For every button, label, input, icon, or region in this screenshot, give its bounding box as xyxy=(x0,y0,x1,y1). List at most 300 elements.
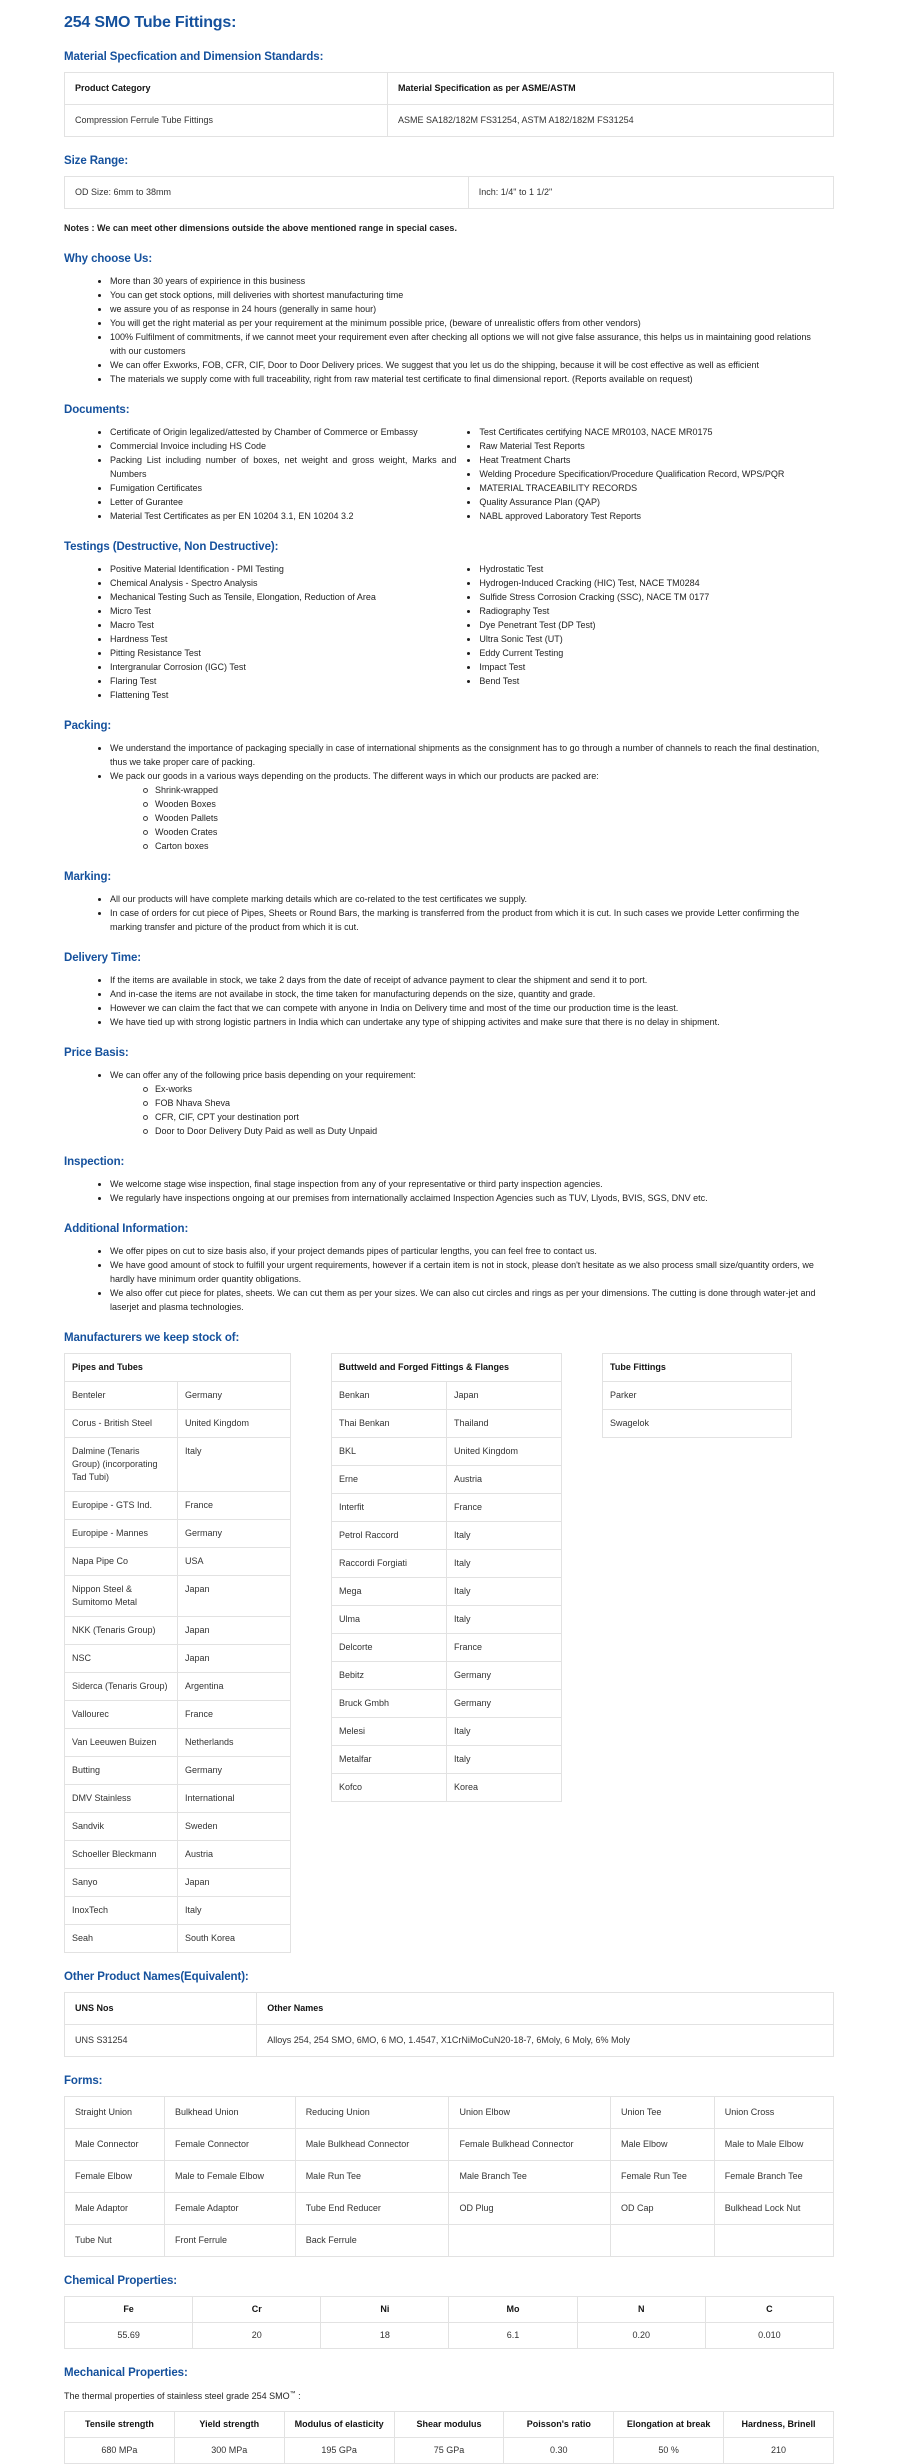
table-row xyxy=(65,2323,834,2349)
sub-bullet-item: CFR, CIF, CPT your destination port xyxy=(142,1110,834,1124)
material-spec-table xyxy=(64,72,834,137)
bullet-item: Flattening Test xyxy=(97,688,464,702)
manufacturer-country: Italy xyxy=(447,1578,562,1606)
bullet-item: Ultra Sonic Test (UT) xyxy=(466,632,834,646)
element-header: Fe xyxy=(65,2297,193,2323)
element-value: 0.20 xyxy=(577,2323,705,2349)
manufacturer-name: NKK (Tenaris Group) xyxy=(65,1617,178,1645)
mechanical-properties-heading: Mechanical Properties: xyxy=(64,2367,188,2379)
table-row xyxy=(332,1690,562,1718)
bullet-item: Micro Test xyxy=(97,604,464,618)
price-basis-list xyxy=(64,1068,834,1082)
table-row xyxy=(332,1382,562,1410)
bullet-item: We have good amount of stock to fulfill your urgent requirements, however if a certain item is not in stock, please don't hesitate as we also process small size/quantity orders, we hardly have minimum order quantity obligations. xyxy=(97,1258,834,1286)
manufacturer-name: DMV Stainless xyxy=(65,1785,178,1813)
mechanical-properties-intro: The thermal properties of stainless steel grade 254 SMO™ : xyxy=(64,2391,301,2401)
table-row xyxy=(332,1634,562,1662)
manufacturer-country: International xyxy=(178,1785,291,1813)
manufacturer-name: Interfit xyxy=(332,1494,447,1522)
bullet-item: Radiography Test xyxy=(466,604,834,618)
table-row xyxy=(65,1841,291,1869)
element-value: 0.010 xyxy=(705,2323,833,2349)
table-row xyxy=(65,1382,291,1410)
manufacturer-country: Japan xyxy=(178,1576,291,1617)
bullet-item: 100% Fulfilment of commitments, if we cannot meet your requirement even after checking all options we will not give false assurance, this helps us in maintaining good relations with our customers xyxy=(97,330,834,358)
inspection-list xyxy=(64,1177,834,1205)
manufacturer-name: BKL xyxy=(332,1438,447,1466)
bullet-item: You can get stock options, mill deliveries with shortest manufacturing time xyxy=(97,288,834,302)
manufacturer-country: Italy xyxy=(447,1550,562,1578)
form-cell: Male Connector xyxy=(65,2129,165,2161)
chemical-properties-table xyxy=(64,2296,834,2349)
manufacturer-name: Vallourec xyxy=(65,1701,178,1729)
table-row xyxy=(332,1746,562,1774)
size-range-table xyxy=(64,176,834,209)
table-row xyxy=(65,1757,291,1785)
manufacturer-country: United Kingdom xyxy=(447,1438,562,1466)
packing-heading: Packing: xyxy=(64,720,112,732)
testings-list-right xyxy=(464,562,834,688)
testings-heading: Testings (Destructive, Non Destructive): xyxy=(64,541,279,553)
tube-fittings-table xyxy=(602,1353,792,1438)
table-row xyxy=(65,2129,834,2161)
manufacturer-name: Bebitz xyxy=(332,1662,447,1690)
property-header: Elongation at break xyxy=(614,2412,724,2438)
table-row xyxy=(65,1869,291,1897)
form-cell: Union Elbow xyxy=(449,2097,610,2129)
form-cell xyxy=(714,2225,833,2257)
bullet-item: Letter of Gurantee xyxy=(97,495,464,509)
bullet-item: The materials we supply come with full traceability, right from raw material test certificate to final dimensional report. (Reports available on request) xyxy=(97,372,834,386)
property-header: Modulus of elasticity xyxy=(284,2412,394,2438)
manufacturer-name: Seah xyxy=(65,1925,178,1953)
table-row xyxy=(65,1813,291,1841)
manufacturer-country: Germany xyxy=(447,1690,562,1718)
form-cell: Male to Female Elbow xyxy=(164,2161,295,2193)
bullet-item: Hydrostatic Test xyxy=(466,562,834,576)
column-header: UNS Nos xyxy=(65,1993,257,2025)
sub-bullet-item: Wooden Pallets xyxy=(142,811,834,825)
testings-list-left xyxy=(64,562,464,702)
manufacturer-name: Thai Benkan xyxy=(332,1410,447,1438)
marking-list xyxy=(64,892,834,934)
manufacturer-name: Sanyo xyxy=(65,1869,178,1897)
element-value: 6.1 xyxy=(449,2323,577,2349)
page-title: 254 SMO Tube Fittings: xyxy=(64,14,237,31)
table-title: Pipes and Tubes xyxy=(65,1354,291,1382)
table-row xyxy=(65,1492,291,1520)
section-price-basis xyxy=(64,1046,834,1138)
manufacturer-name: Swagelok xyxy=(603,1410,792,1438)
additional-info-heading: Additional Information: xyxy=(64,1223,189,1235)
form-cell: Union Cross xyxy=(714,2097,833,2129)
sub-bullet-item: Wooden Boxes xyxy=(142,797,834,811)
table-row xyxy=(65,2438,834,2464)
manufacturer-name: Corus - British Steel xyxy=(65,1410,178,1438)
table-row xyxy=(65,177,834,209)
bullet-item: Eddy Current Testing xyxy=(466,646,834,660)
column-header: Material Specification as per ASME/ASTM xyxy=(387,73,833,105)
manufacturer-name: Van Leeuwen Buizen xyxy=(65,1729,178,1757)
bullet-item: Test Certificates certifying NACE MR0103, NACE MR0175 xyxy=(466,425,834,439)
property-value: 0.30 xyxy=(504,2438,614,2464)
table-row xyxy=(603,1382,792,1410)
bullet-item: We can offer Exworks, FOB, CFR, CIF, Door to Door Delivery prices. We suggest that you let us do the shipping, because it will be cost effective as well as efficient xyxy=(97,358,834,372)
form-cell: Male to Male Elbow xyxy=(714,2129,833,2161)
property-value: 75 GPa xyxy=(394,2438,504,2464)
manufacturer-name: Ulma xyxy=(332,1606,447,1634)
sub-bullet-item: Wooden Crates xyxy=(142,825,834,839)
manufacturer-country: Italy xyxy=(447,1746,562,1774)
manufacturer-name: Raccordi Forgiati xyxy=(332,1550,447,1578)
packing-sublist xyxy=(64,783,834,853)
table-row xyxy=(332,1410,562,1438)
documents-heading: Documents: xyxy=(64,404,130,416)
size-range-note: Notes : We can meet other dimensions outside the above mentioned range in special cases. xyxy=(64,223,457,233)
table-row xyxy=(332,1662,562,1690)
property-header: Yield strength xyxy=(174,2412,284,2438)
manufacturer-country: Japan xyxy=(447,1382,562,1410)
manufacturer-name: Europipe - GTS Ind. xyxy=(65,1492,178,1520)
marking-heading: Marking: xyxy=(64,871,112,883)
column-header: Product Category xyxy=(65,73,388,105)
table-row xyxy=(65,1438,291,1492)
table-row xyxy=(332,1438,562,1466)
bullet-item: Intergranular Corrosion (IGC) Test xyxy=(97,660,464,674)
bullet-item: Hardness Test xyxy=(97,632,464,646)
table-row xyxy=(603,1410,792,1438)
bullet-item: We offer pipes on cut to size basis also, if your project demands pipes of particular lengths, you can feel free to contact us. xyxy=(97,1244,834,1258)
table-row xyxy=(332,1494,562,1522)
delivery-time-heading: Delivery Time: xyxy=(64,952,142,964)
why-choose-us-list xyxy=(64,274,834,386)
bullet-item: Welding Procedure Specification/Procedure Qualification Record, WPS/PQR xyxy=(466,467,834,481)
property-header: Poisson's ratio xyxy=(504,2412,614,2438)
manufacturer-country: Sweden xyxy=(178,1813,291,1841)
bullet-item: Mechanical Testing Such as Tensile, Elongation, Reduction of Area xyxy=(97,590,464,604)
section-forms xyxy=(64,2074,834,2257)
bullet-item: We regularly have inspections ongoing at our premises from internationally acclaimed Inspection Agencies such as TUV, Llyods, BVIS, SGS, DNV etc. xyxy=(97,1191,834,1205)
bullet-item: We can offer any of the following price basis depending on your requirement: xyxy=(97,1068,834,1082)
bullet-item: We understand the importance of packaging specially in case of international shipments as the consignment has to go through a number of channels to reach the final destination, thus we take proper care of packing. xyxy=(97,741,834,769)
form-cell: Bulkhead Union xyxy=(164,2097,295,2129)
property-value: 50 % xyxy=(614,2438,724,2464)
bullet-item: NABL approved Laboratory Test Reports xyxy=(466,509,834,523)
property-value: 680 MPa xyxy=(65,2438,175,2464)
table-row xyxy=(65,1617,291,1645)
manufacturer-country: Argentina xyxy=(178,1673,291,1701)
bullet-item: Macro Test xyxy=(97,618,464,632)
section-why-choose-us xyxy=(64,252,834,386)
manufacturer-name: Benteler xyxy=(65,1382,178,1410)
bullet-item: You will get the right material as per your requirement at the minimum possible price, (beware of unrealistic offers from other vendors) xyxy=(97,316,834,330)
manufacturer-country: Netherlands xyxy=(178,1729,291,1757)
form-cell: Bulkhead Lock Nut xyxy=(714,2193,833,2225)
property-header: Tensile strength xyxy=(65,2412,175,2438)
manufacturer-name: NSC xyxy=(65,1645,178,1673)
manufacturer-name: Napa Pipe Co xyxy=(65,1548,178,1576)
element-value: 55.69 xyxy=(65,2323,193,2349)
bullet-item: Raw Material Test Reports xyxy=(466,439,834,453)
section-chemical-properties xyxy=(64,2274,834,2349)
bullet-item: Quality Assurance Plan (QAP) xyxy=(466,495,834,509)
bullet-item: Commercial Invoice including HS Code xyxy=(97,439,464,453)
manufacturer-name: Dalmine (Tenaris Group) (incorporating Tad Tubi) xyxy=(65,1438,178,1492)
documents-list-left xyxy=(64,425,464,523)
table-row xyxy=(65,1548,291,1576)
manufacturer-country: Germany xyxy=(178,1382,291,1410)
section-delivery-time xyxy=(64,951,834,1029)
element-header: N xyxy=(577,2297,705,2323)
element-value: 18 xyxy=(321,2323,449,2349)
manufacturer-country: Germany xyxy=(447,1662,562,1690)
form-cell: OD Cap xyxy=(610,2193,714,2225)
table-title: Tube Fittings xyxy=(603,1354,792,1382)
table-header-row xyxy=(65,2297,834,2323)
form-cell: Front Ferrule xyxy=(164,2225,295,2257)
packing-list xyxy=(64,741,834,783)
manufacturer-country: France xyxy=(178,1701,291,1729)
form-cell: Female Bulkhead Connector xyxy=(449,2129,610,2161)
bullet-item: we assure you of as response in 24 hours (generally in same hour) xyxy=(97,302,834,316)
section-inspection xyxy=(64,1155,834,1205)
manufacturer-name: Erne xyxy=(332,1466,447,1494)
inch-size-cell: Inch: 1/4" to 1 1/2" xyxy=(468,177,833,209)
section-mechanical-properties xyxy=(64,2366,834,2464)
bullet-item: Positive Material Identification - PMI Testing xyxy=(97,562,464,576)
form-cell: OD Plug xyxy=(449,2193,610,2225)
material-spec-cell: ASME SA182/182M FS31254, ASTM A182/182M FS31254 xyxy=(387,105,833,137)
od-size-cell: OD Size: 6mm to 38mm xyxy=(65,177,469,209)
why-choose-us-heading: Why choose Us: xyxy=(64,253,153,265)
form-cell: Female Run Tee xyxy=(610,2161,714,2193)
manufacturers-heading: Manufacturers we keep stock of: xyxy=(64,1332,240,1344)
table-row xyxy=(332,1466,562,1494)
table-row xyxy=(65,1520,291,1548)
bullet-item: More than 30 years of expirience in this business xyxy=(97,274,834,288)
bullet-item: We also offer cut piece for plates, sheets. We can cut them as per your sizes. We can also cut circles and rings as per your dimensions. The cutting is done through water-jet and laserjet and plasma technologies. xyxy=(97,1286,834,1314)
forms-table xyxy=(64,2096,834,2257)
manufacturer-country: Japan xyxy=(178,1869,291,1897)
bullet-item: Sulfide Stress Corrosion Cracking (SSC), NACE TM 0177 xyxy=(466,590,834,604)
bullet-item: Material Test Certificates as per EN 10204 3.1, EN 10204 3.2 xyxy=(97,509,464,523)
element-header: Mo xyxy=(449,2297,577,2323)
bullet-item: Heat Treatment Charts xyxy=(466,453,834,467)
pipes-and-tubes-table xyxy=(64,1353,291,1953)
element-header: Ni xyxy=(321,2297,449,2323)
section-material-spec xyxy=(64,50,834,137)
bullet-item: All our products will have complete marking details which are co-related to the test certificates we supply. xyxy=(97,892,834,906)
manufacturer-country: Italy xyxy=(447,1522,562,1550)
form-cell: Male Branch Tee xyxy=(449,2161,610,2193)
table-row xyxy=(65,2225,834,2257)
other-names-cell: Alloys 254, 254 SMO, 6MO, 6 MO, 1.4547, X1CrNiMoCuN20-18-7, 6Moly, 6 Moly, 6% Moly xyxy=(257,2025,834,2057)
table-row xyxy=(332,1606,562,1634)
form-cell: Back Ferrule xyxy=(295,2225,449,2257)
manufacturer-country: Austria xyxy=(447,1466,562,1494)
manufacturer-country: Italy xyxy=(178,1438,291,1492)
price-basis-sublist xyxy=(64,1082,834,1138)
table-row xyxy=(65,105,834,137)
additional-info-list xyxy=(64,1244,834,1314)
mechanical-properties-table xyxy=(64,2411,834,2464)
table-row xyxy=(65,1729,291,1757)
form-cell: Female Connector xyxy=(164,2129,295,2161)
manufacturer-country: Germany xyxy=(178,1520,291,1548)
section-packing xyxy=(64,719,834,853)
table-row xyxy=(332,1578,562,1606)
section-manufacturers xyxy=(64,1331,834,1953)
table-header-row xyxy=(603,1354,792,1382)
bullet-item: Impact Test xyxy=(466,660,834,674)
table-row xyxy=(65,2161,834,2193)
form-cell: Union Tee xyxy=(610,2097,714,2129)
section-additional-info xyxy=(64,1222,834,1314)
manufacturer-name: Sandvik xyxy=(65,1813,178,1841)
manufacturer-country: Japan xyxy=(178,1645,291,1673)
table-header-row xyxy=(65,1354,291,1382)
inspection-heading: Inspection: xyxy=(64,1156,125,1168)
sub-bullet-item: Door to Door Delivery Duty Paid as well as Duty Unpaid xyxy=(142,1124,834,1138)
form-cell: Male Bulkhead Connector xyxy=(295,2129,449,2161)
manufacturer-country: France xyxy=(447,1494,562,1522)
manufacturer-name: Europipe - Mannes xyxy=(65,1520,178,1548)
bullet-item: Dye Penetrant Test (DP Test) xyxy=(466,618,834,632)
property-value: 300 MPa xyxy=(174,2438,284,2464)
table-row xyxy=(65,1701,291,1729)
manufacturer-country: France xyxy=(178,1492,291,1520)
manufacturer-name: Kofco xyxy=(332,1774,447,1802)
form-cell xyxy=(610,2225,714,2257)
manufacturer-name: Butting xyxy=(65,1757,178,1785)
bullet-item: If the items are available in stock, we take 2 days from the date of receipt of advance payment to clear the shipment and send it to port. xyxy=(97,973,834,987)
element-header: Cr xyxy=(193,2297,321,2323)
manufacturer-name: Siderca (Tenaris Group) xyxy=(65,1673,178,1701)
sub-bullet-item: FOB Nhava Sheva xyxy=(142,1096,834,1110)
bullet-item: We pack our goods in a various ways depending on the products. The different ways in which our products are packed are: xyxy=(97,769,834,783)
table-row xyxy=(65,2025,834,2057)
property-header: Shear modulus xyxy=(394,2412,504,2438)
buttweld-fittings-table xyxy=(331,1353,562,1802)
form-cell: Male Elbow xyxy=(610,2129,714,2161)
form-cell: Female Branch Tee xyxy=(714,2161,833,2193)
manufacturer-name: Nippon Steel & Sumitomo Metal xyxy=(65,1576,178,1617)
table-row xyxy=(65,1410,291,1438)
bullet-item: Certificate of Origin legalized/attested by Chamber of Commerce or Embassy xyxy=(97,425,464,439)
manufacturer-country: Austria xyxy=(178,1841,291,1869)
sub-bullet-item: Shrink-wrapped xyxy=(142,783,834,797)
section-testings xyxy=(64,540,834,702)
form-cell: Tube End Reducer xyxy=(295,2193,449,2225)
forms-heading: Forms: xyxy=(64,2075,103,2087)
property-value: 210 xyxy=(724,2438,834,2464)
manufacturer-country: Italy xyxy=(447,1606,562,1634)
manufacturer-name: Benkan xyxy=(332,1382,447,1410)
product-category-cell: Compression Ferrule Tube Fittings xyxy=(65,105,388,137)
element-value: 20 xyxy=(193,2323,321,2349)
table-header-row xyxy=(65,1993,834,2025)
form-cell xyxy=(449,2225,610,2257)
column-header: Other Names xyxy=(257,1993,834,2025)
bullet-item: Flaring Test xyxy=(97,674,464,688)
manufacturer-name: Melesi xyxy=(332,1718,447,1746)
manufacturer-country: Korea xyxy=(447,1774,562,1802)
table-header-row xyxy=(65,73,834,105)
size-range-heading: Size Range: xyxy=(64,155,129,167)
table-row xyxy=(332,1774,562,1802)
manufacturer-country: Italy xyxy=(447,1718,562,1746)
bullet-item: MATERIAL TRACEABILITY RECORDS xyxy=(466,481,834,495)
manufacturer-country: Japan xyxy=(178,1617,291,1645)
manufacturer-name: Petrol Raccord xyxy=(332,1522,447,1550)
manufacturer-country: Thailand xyxy=(447,1410,562,1438)
documents-list-right xyxy=(464,425,834,523)
bullet-item: Hydrogen-Induced Cracking (HIC) Test, NACE TM0284 xyxy=(466,576,834,590)
delivery-time-list xyxy=(64,973,834,1029)
table-row xyxy=(65,2193,834,2225)
sub-bullet-item: Carton boxes xyxy=(142,839,834,853)
manufacturer-name: Parker xyxy=(603,1382,792,1410)
table-title: Buttweld and Forged Fittings & Flanges xyxy=(332,1354,562,1382)
manufacturer-name: Mega xyxy=(332,1578,447,1606)
table-row xyxy=(65,1785,291,1813)
form-cell: Male Run Tee xyxy=(295,2161,449,2193)
form-cell: Tube Nut xyxy=(65,2225,165,2257)
bullet-item: However we can claim the fact that we can compete with anyone in India on Delivery time and most of the time our production time is the least. xyxy=(97,1001,834,1015)
manufacturer-country: France xyxy=(447,1634,562,1662)
manufacturer-name: Delcorte xyxy=(332,1634,447,1662)
other-names-heading: Other Product Names(Equivalent): xyxy=(64,1971,249,1983)
section-size-range xyxy=(64,154,834,235)
bullet-item: And in-case the items are not availabe in stock, the time taken for manufacturing depends on the size, quantity and grade. xyxy=(97,987,834,1001)
bullet-item: Pitting Resistance Test xyxy=(97,646,464,660)
element-header: C xyxy=(705,2297,833,2323)
form-cell: Female Adaptor xyxy=(164,2193,295,2225)
table-header-row xyxy=(65,2412,834,2438)
table-row xyxy=(332,1550,562,1578)
bullet-item: Packing List including number of boxes, net weight and gross weight, Marks and Numbers xyxy=(97,453,464,481)
trademark-symbol: ™ xyxy=(289,2391,296,2397)
sub-bullet-item: Ex-works xyxy=(142,1082,834,1096)
table-row xyxy=(332,1718,562,1746)
manufacturer-country: Germany xyxy=(178,1757,291,1785)
manufacturer-country: Italy xyxy=(178,1897,291,1925)
manufacturer-country: USA xyxy=(178,1548,291,1576)
table-header-row xyxy=(332,1354,562,1382)
bullet-item: We welcome stage wise inspection, final stage inspection from any of your representative or third party inspection agencies. xyxy=(97,1177,834,1191)
section-other-names xyxy=(64,1970,834,2057)
table-row xyxy=(65,1897,291,1925)
bullet-item: We have tied up with strong logistic partners in India which can undertake any type of shipping activites and make sure that there is no delay in shipment. xyxy=(97,1015,834,1029)
uns-number-cell: UNS S31254 xyxy=(65,2025,257,2057)
bullet-item: In case of orders for cut piece of Pipes, Sheets or Round Bars, the marking is transferred from the product from which it is cut. In such cases we provide Letter confirming the marking transfer and picture of the product from which it is cut. xyxy=(97,906,834,934)
property-value: 195 GPa xyxy=(284,2438,394,2464)
bullet-item: Chemical Analysis - Spectro Analysis xyxy=(97,576,464,590)
other-names-table xyxy=(64,1992,834,2057)
manufacturer-country: United Kingdom xyxy=(178,1410,291,1438)
form-cell: Reducing Union xyxy=(295,2097,449,2129)
bullet-item: Fumigation Certificates xyxy=(97,481,464,495)
manufacturer-name: Metalfar xyxy=(332,1746,447,1774)
manufacturer-name: Schoeller Bleckmann xyxy=(65,1841,178,1869)
form-cell: Straight Union xyxy=(65,2097,165,2129)
material-spec-heading: Material Specfication and Dimension Standards: xyxy=(64,51,324,63)
section-documents xyxy=(64,403,834,523)
table-row xyxy=(65,1645,291,1673)
chemical-properties-heading: Chemical Properties: xyxy=(64,2275,178,2287)
manufacturer-name: Bruck Gmbh xyxy=(332,1690,447,1718)
price-basis-heading: Price Basis: xyxy=(64,1047,129,1059)
